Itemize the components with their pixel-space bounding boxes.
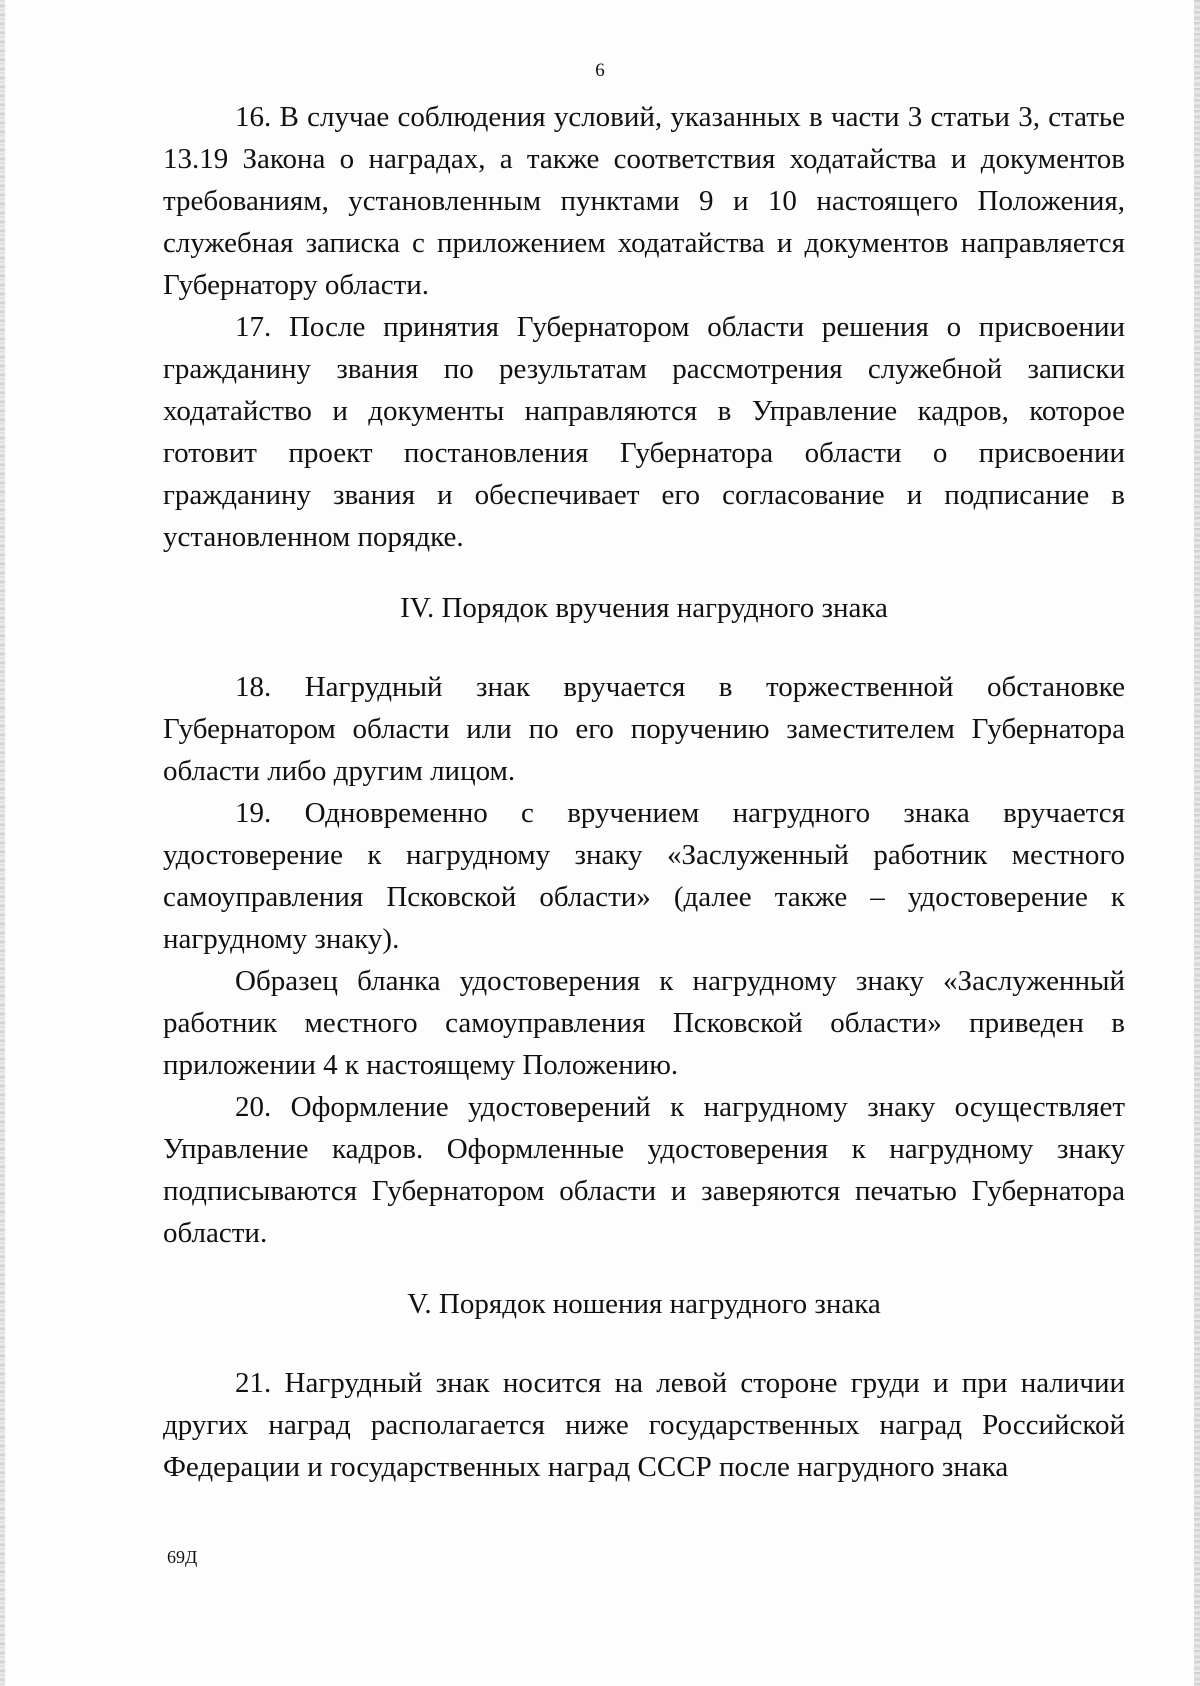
- paragraph-20: 20. Оформление удостоверений к нагрудному знаку осуществляет Управление кадров. Оформленные удостоверения к нагрудному знаку подписываются Губернатором области и заверяются печатью Губернатора области.: [163, 1091, 1125, 1249]
- paragraph-19-sample-form: Образец бланка удостоверения к нагрудному знаку «Заслуженный работник местного самоуправления Псковской области» приведен в приложении 4 к настоящему Положению.: [163, 965, 1125, 1081]
- scan-edge-right: [1194, 0, 1200, 1686]
- paragraph-21: 21. Нагрудный знак носится на левой стороне груди и при наличии других наград располагается ниже государственных наград Российской Федерации и государственных наград СССР после нагрудного знака: [163, 1367, 1125, 1483]
- paragraph-19: 19. Одновременно с вручением нагрудного знака вручается удостоверение к нагрудному знаку «Заслуженный работник местного самоуправления Псковской области» (далее также – удостоверение к нагрудному знаку).: [163, 797, 1125, 955]
- paragraph-17: 17. После принятия Губернатором области решения о присвоении гражданину звания по результатам рассмотрения служебной записки ходатайство и документы направляются в Управление кадров, которое готовит проект постановления Губернатора области о присвоении гражданину звания и обеспечивает его согласование и подписание в установленном порядке.: [163, 311, 1125, 553]
- document-body: [163, 96, 1125, 1488]
- section-heading-v: V. Порядок ношения нагрудного знака: [407, 1288, 881, 1320]
- scan-edge-left: [0, 0, 5, 1686]
- footer-document-code: 69Д: [167, 1547, 198, 1567]
- page-number: 6: [595, 60, 605, 81]
- paragraph-18: 18. Нагрудный знак вручается в торжественной обстановке Губернатором области или по его поручению заместителем Губернатора области либо другим лицом.: [163, 671, 1125, 787]
- paragraph-16: 16. В случае соблюдения условий, указанных в части 3 статьи 3, статье 13.19 Закона о наградах, а также соответствия ходатайства и документов требованиям, установленным пунктами 9 и 10 настоящего Положения, служебная записка с приложением ходатайства и документов направляется Губернатору области.: [163, 101, 1125, 301]
- section-heading-iv: IV. Порядок вручения нагрудного знака: [400, 592, 888, 624]
